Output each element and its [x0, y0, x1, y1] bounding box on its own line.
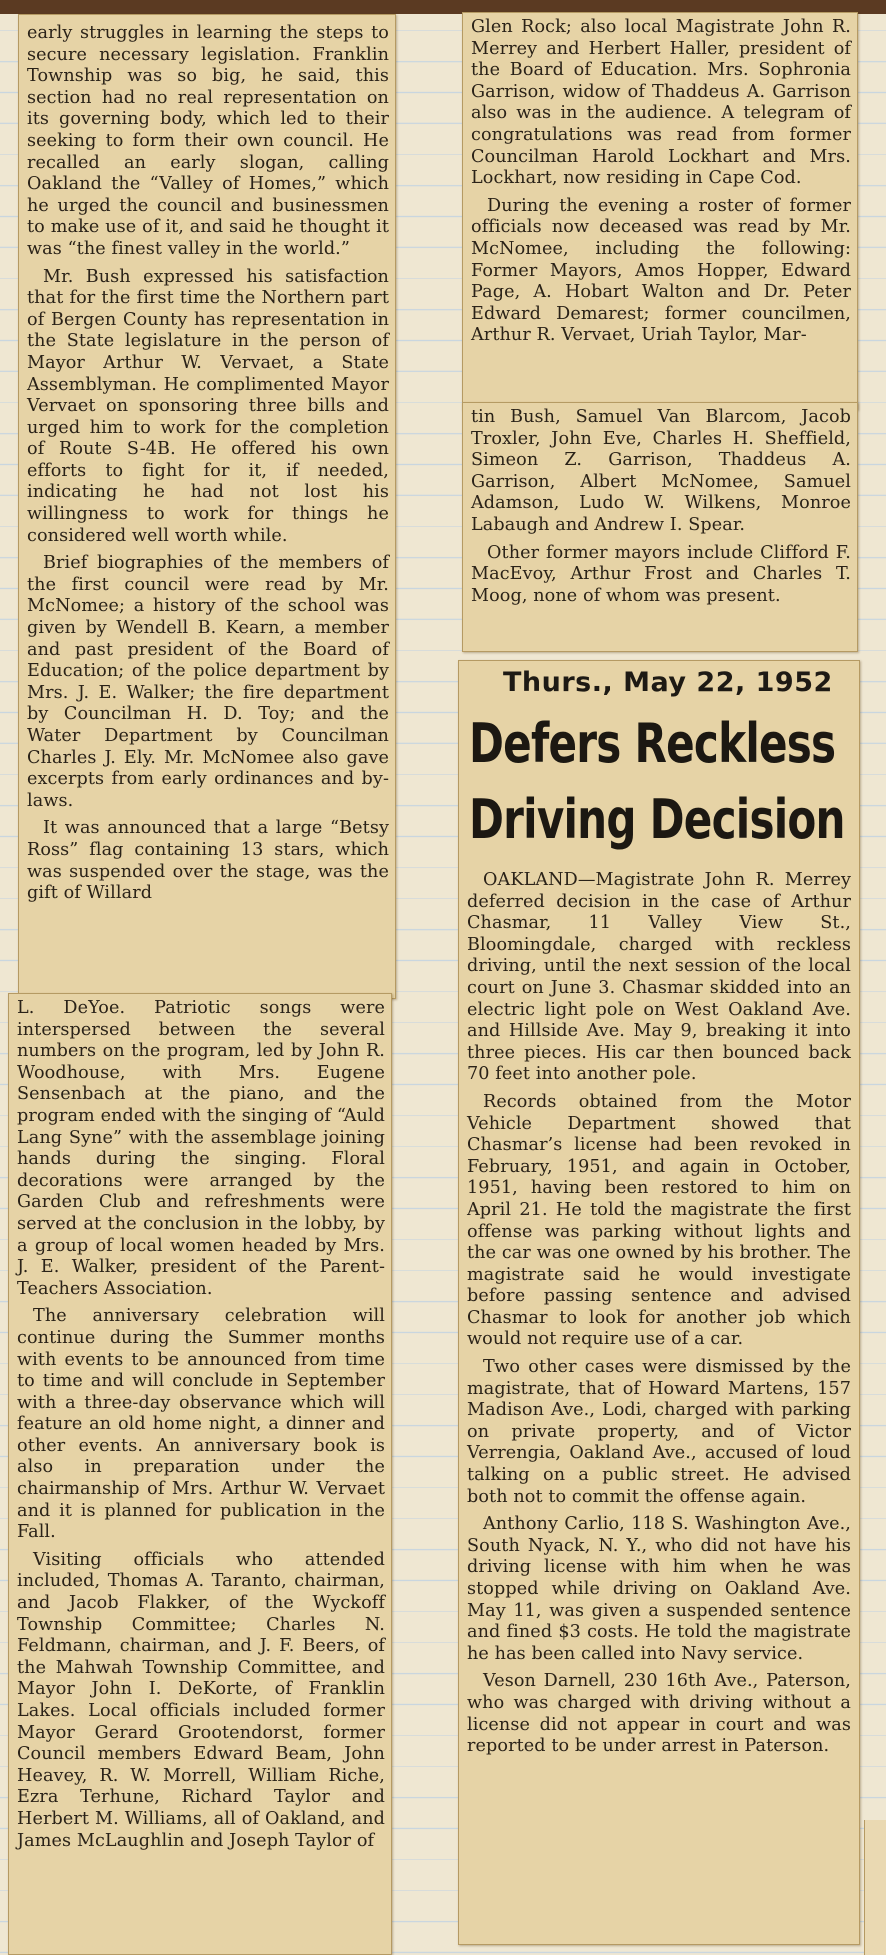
paragraph: L. DeYoe. Patriotic songs were interspersed between the several numbers on the program, led by John R. Woodhouse, with Mrs. Eugene Sensenbach at the piano, and the program ended with the singing of “Auld Lang Syne” with the assemblage joining hands during the singing. Floral decorations were arranged by the Garden Club and refreshments were served at the conclusion in the lobby, by a group of local women headed by Mrs. J. E. Walker, president of the Parent-Teachers Association.	[17, 998, 385, 1299]
paragraph: Two other cases were dismissed by the magistrate, that of Howard Martens, 157 Madison Ave., Lodi, charged with parking on private property, and of Victor Verrengia, Oakland Ave., accused of loud talking on a public street. He advised both not to commit the offense again.	[467, 1357, 851, 1507]
article-dateline: Thurs., May 22, 1952	[503, 667, 833, 698]
clipping-left-top	[18, 14, 396, 999]
clipping-right-middle	[462, 402, 858, 652]
paragraph: During the evening a roster of former officials now deceased was read by Mr. McNomee, including the following: Former Mayors, Amos Hopper, Edward Page, A. Hobart Walton and Dr. Peter Edward Demarest; former councilmen, Arthur R. Vervaet, Uriah Taylor, Mar-	[471, 195, 851, 346]
paragraph: Glen Rock; also local Magistrate John R. Merrey and Herbert Haller, president of the Board of Education. Mrs. Sophronia Garrison, widow of Thaddeus A. Garrison also was in the audience. A telegram of congratulations was read from former Councilman Harold Lockhart and Mrs. Lockhart, now residing in Cape Cod.	[471, 17, 851, 189]
paragraph: The anniversary celebration will continue during the Summer months with events to be announced from time to time and will conclude in September with a three-day observance which will feature an old home night, a dinner and other events. An anniversary book is also in preparation under the chairmanship of Mrs. Arthur W. Vervaet and it is planned for publication in the Fall.	[17, 1306, 385, 1543]
paragraph: It was announced that a large “Betsy Ross” flag containing 13 stars, which was suspended over the stage, was the gift of Willard	[27, 818, 389, 904]
paragraph: tin Bush, Samuel Van Blarcom, Jacob Troxler, John Eve, Charles H. Sheffield, Simeon Z. Garrison, Thaddeus A. Garrison, Albert McNomee, Samuel Adamson, Ludo W. Wilkens, Monroe Labaugh and Andrew I. Spear.	[471, 407, 851, 535]
paragraph: early struggles in learning the steps to secure necessary legislation. Franklin Township was so big, he said, this section had no real representation on its governing body, which led to their seeking to form their own council. He recalled an early slogan, calling Oakland the “Valley of Homes,” which he urged the council and businessmen to make use of it, and said he thought it was “the finest valley in the world.”	[27, 23, 389, 259]
clipping-right-top	[462, 12, 858, 410]
headline-line-1: Defers Reckless	[469, 712, 836, 775]
paragraph: Visiting officials who attended included, Thomas A. Taranto, chairman, and Jacob Flakker, of the Wyckoff Township Committee; Charles N. Feldmann, chairman, and J. F. Beers, of the Mahwah Township Committee, and Mayor John I. DeKorte, of Franklin Lakes. Local officials included former Mayor Gerard Grootendorst, former Council members Edward Beam, John Heavey, R. W. Morrell, William Riche, Ezra Terhune, Richard Taylor and Herbert M. Williams, all of Oakland, and James McLaughlin and Joseph Taylor of	[17, 1549, 385, 1851]
paragraph: Records obtained from the Motor Vehicle Department showed that Chasmar’s license had been revoked in February, 1951, and again in October, 1951, having been restored to him on April 21. He told the magistrate the first offense was parking without lights and the car was one owned by his brother. The magistrate said he would investigate before passing sentence and advised Chasmar to look for another job which would not require use of a car.	[467, 1091, 851, 1350]
headline-line-2: Driving Decision	[469, 788, 845, 851]
clipping-left-bottom	[8, 993, 392, 1955]
paragraph: Anthony Carlio, 118 S. Washington Ave., South Nyack, N. Y., who did not have his driving license with him when he was stopped while driving on Oakland Ave. May 11, was given a suspended sentence and fined $3 costs. He told the magistrate he has been called into Navy service.	[467, 1514, 851, 1664]
paragraph: Mr. Bush expressed his satisfaction that for the first time the Northern part of Bergen County has representation in the State legislature in the person of Mayor Arthur W. Vervaet, a State Assemblyman. He complimented Mayor Vervaet on sponsoring three bills and urged him to work for the completion of Route S-4B. He offered his own efforts to fight for it, if needed, indicating he had not lost his willingness to work for things he considered well worth while.	[27, 266, 389, 546]
paragraph: Veson Darnell, 230 16th Ave., Paterson, who was charged with driving without a license did not appear in court and was reported to be under arrest in Paterson.	[467, 1671, 851, 1757]
paragraph: OAKLAND—Magistrate John R. Merrey deferred decision in the case of Arthur Chasmar, 11 Valley View St., Bloomingdale, charged with reckless driving, until the next session of the local court on June 3. Chasmar skidded into an electric light pole on West Oakland Ave. and Hillside Ave. May 9, breaking it into three pieces. His car then bounced back 70 feet into another pole.	[467, 870, 851, 1085]
paragraph: Other former mayors include Clifford F. MacEvoy, Arthur Frost and Charles T. Moog, none of whom was present.	[471, 542, 851, 606]
adjacent-clipping-edge	[864, 1820, 886, 1955]
paragraph: Brief biographies of the members of the first council were read by Mr. McNomee; a history of the school was given by Wendell B. Kearn, a member and past president of the Board of Education; of the police department by Mrs. J. E. Walker; the fire department by Councilman H. D. Toy; and the Water Department by Councilman Charles J. Ely. Mr. McNomee also gave excerpts from early ordinances and by-laws.	[27, 553, 389, 811]
clipping-article-reckless-driving	[458, 660, 860, 1945]
article-headline	[469, 706, 845, 858]
